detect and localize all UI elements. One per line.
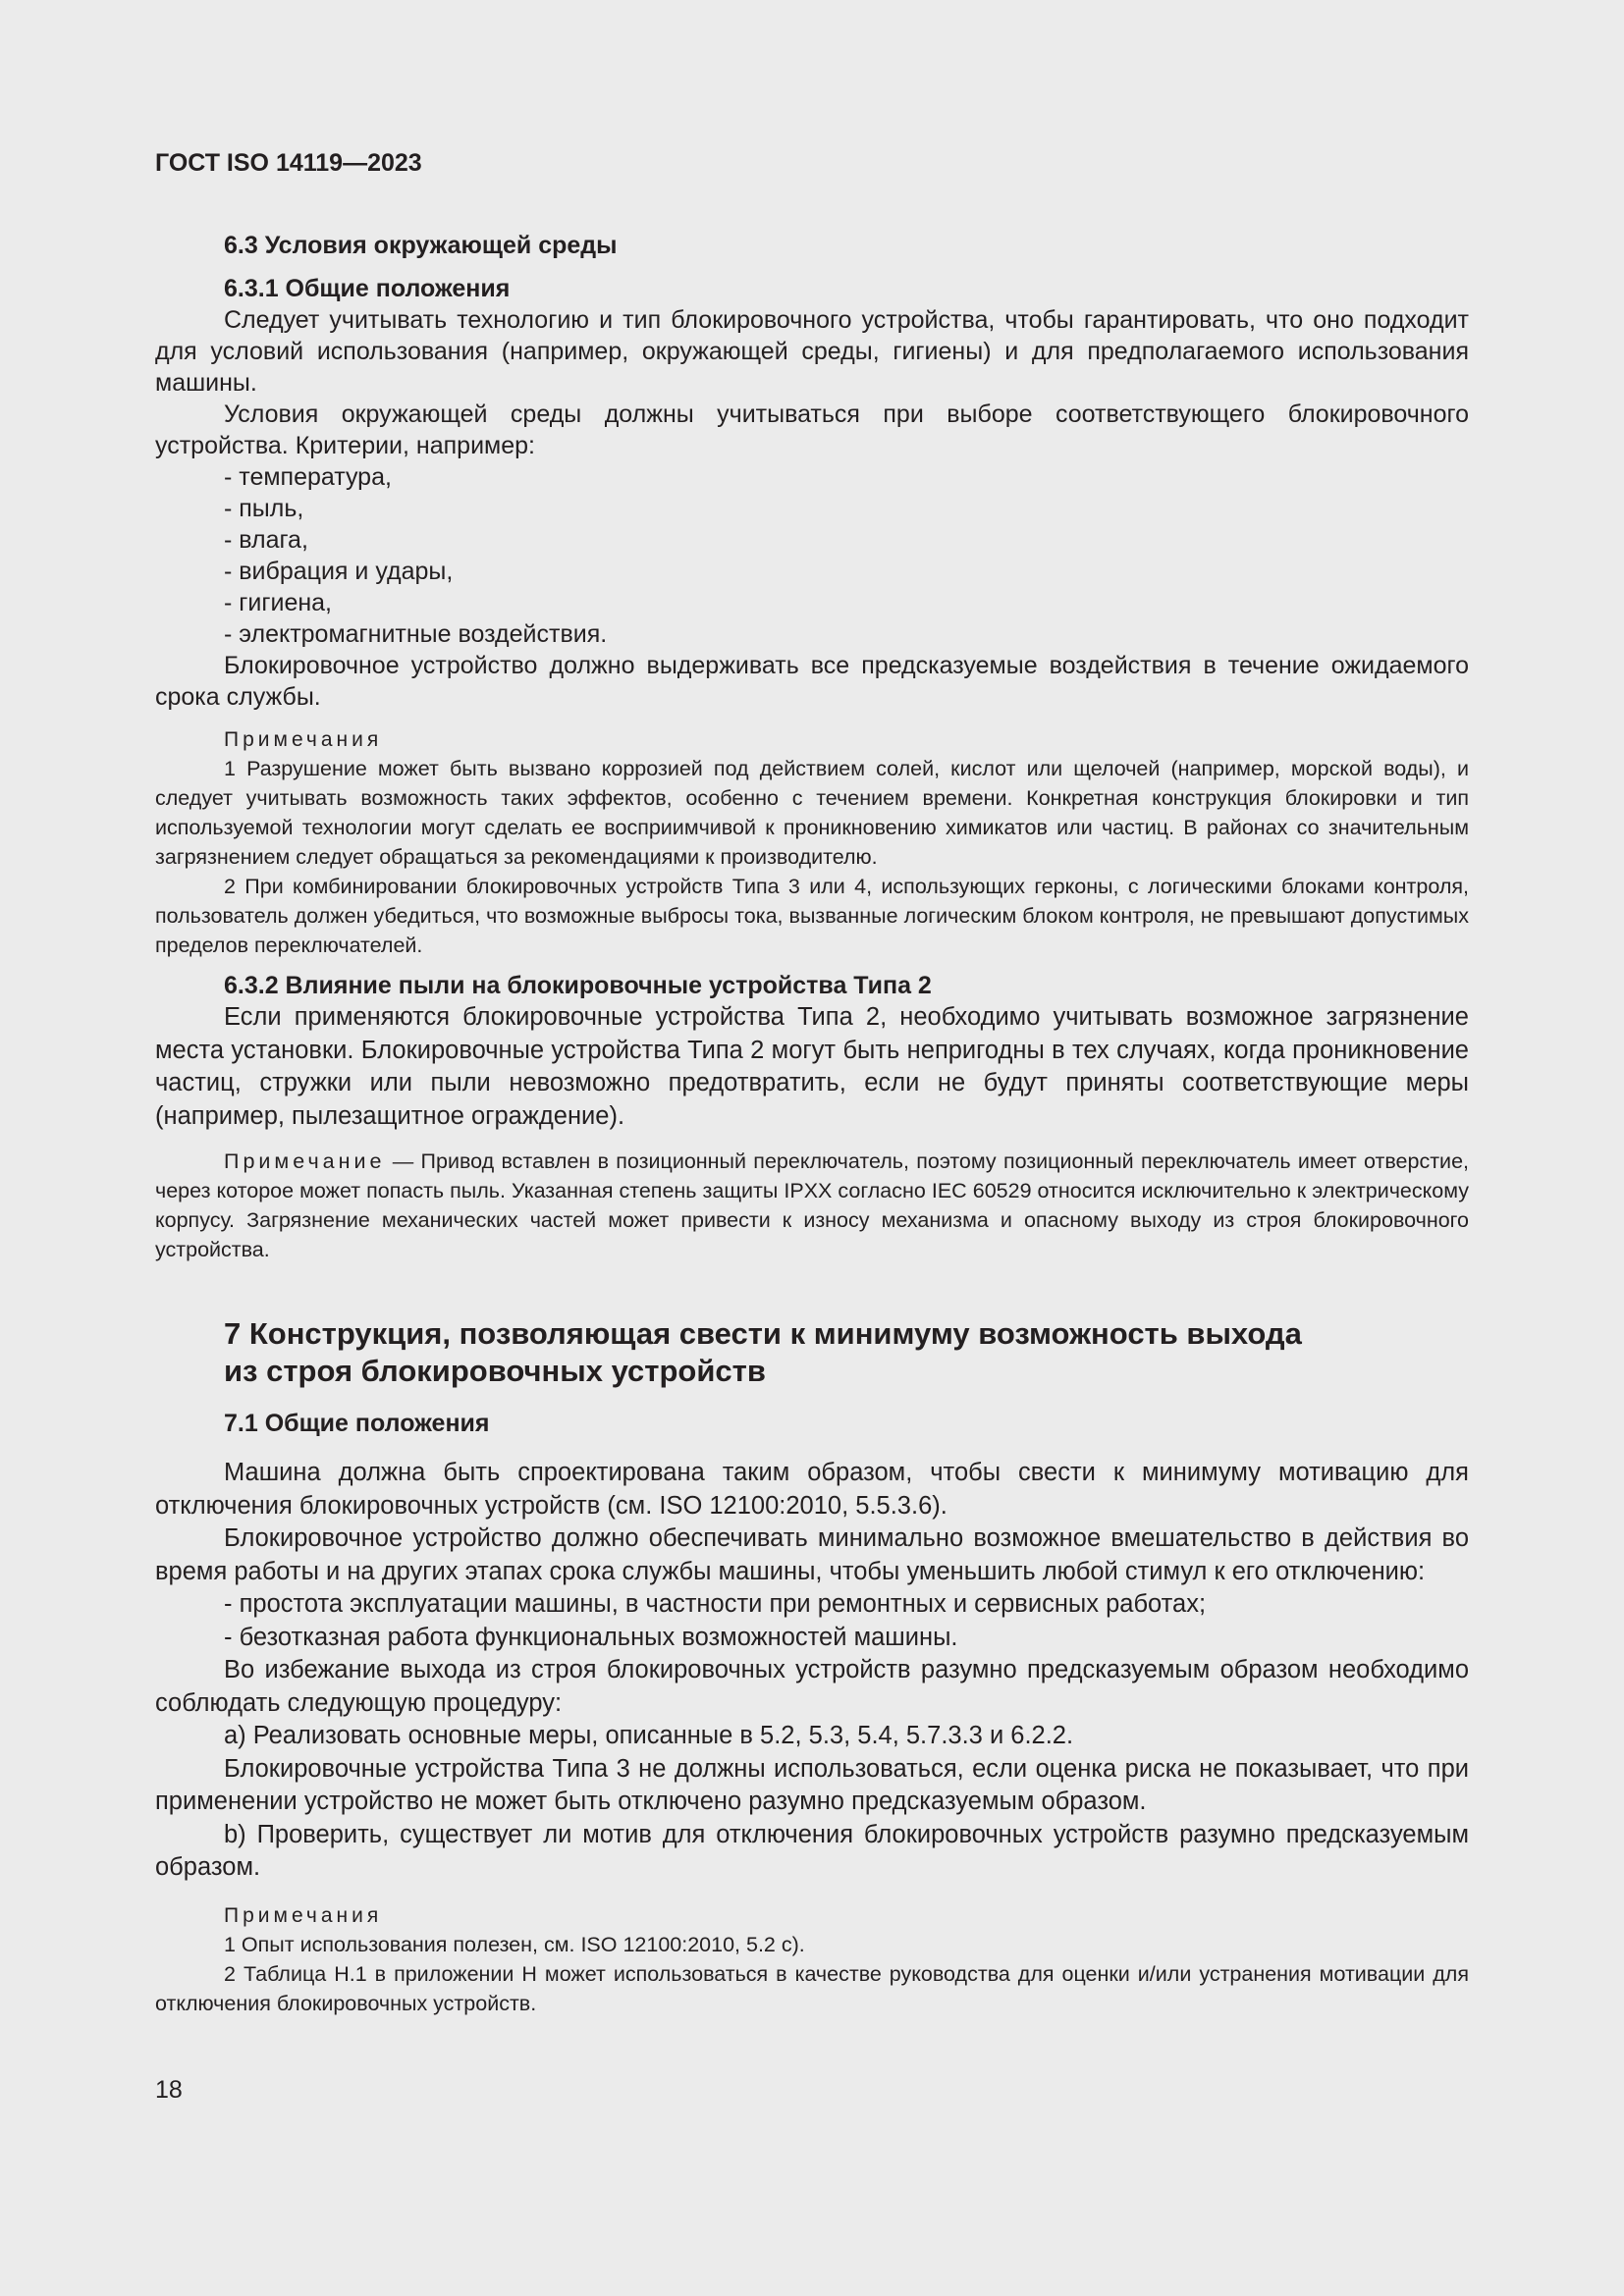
list-item: - влага, [224, 526, 308, 554]
procedure-step-b: b) Проверить, существует ли мотив для отключения блокировочных устройств разумно предсказуемым образом. [155, 1820, 1469, 1881]
note-label: Примечание [224, 1149, 386, 1173]
section-6-3-1-title: 6.3.1 Общие положения [224, 275, 511, 302]
section-7-1-title: 7.1 Общие положения [224, 1410, 490, 1437]
note-1: 1 Разрушение может быть вызвано коррозией под действием солей, кислот или щелочей (например, морской воды), и следует учитывать возможность таких эффектов, особенно с течением времени. Конкретная конструкция блокировки и тип используемой технологии могут сделать ее восприимчивой к проникновению химикатов или частиц. В районах со значительным загрязнением следует обращаться за рекомендациями к производителю. [155, 757, 1469, 869]
section-6-3-2-title: 6.3.2 Влияние пыли на блокировочные устройства Типа 2 [224, 972, 932, 999]
document-page [155, 147, 1469, 2018]
criteria-list [155, 461, 1469, 650]
list-item: - гигиена, [224, 589, 332, 616]
section-6-3-title: 6.3 Условия окружающей среды [224, 232, 618, 259]
section-7-title-line1: 7 Конструкция, позволяющая свести к минимуму возможность выхода [224, 1316, 1302, 1351]
paragraph: Блокировочное устройство должно обеспечивать минимально возможное вмешательство в действия во время работы и на других этапах срока службы машины, чтобы уменьшить любой стимул к его отключению: [155, 1524, 1469, 1585]
paragraph: Во избежание выхода из строя блокировочных устройств разумно предсказуемым образом необходимо соблюдать следующую процедуру: [155, 1656, 1469, 1717]
notes-heading: Примечания [224, 1903, 383, 1927]
note-text: — Привод вставлен в позиционный переключатель, поэтому позиционный переключатель имеет отверстие, через которое может попасть пыль. Указанная степень защиты IPXX согласно IEC 60529 относится исключительно к электрическому корпусу. Загрязнение механических частей может привести к износу механизма и опасному выходу из строя блокировочного устройства. [155, 1149, 1469, 1261]
page-number: 18 [155, 2076, 183, 2104]
paragraph: Блокировочное устройство должно выдерживать все предсказуемые воздействия в течение ожидаемого срока службы. [155, 652, 1469, 711]
paragraph: Машина должна быть спроектирована таким образом, чтобы свести к минимуму мотивацию для отключения блокировочных устройств (см. ISO 12100:2010, 5.5.3.6). [155, 1459, 1469, 1520]
section-7-title-line2: из строя блокировочных устройств [224, 1354, 766, 1388]
paragraph: Следует учитывать технологию и тип блокировочного устройства, чтобы гарантировать, что оно подходит для условий использования (например, окружающей среды, гигиены) и для предполагаемого использования машины. [155, 306, 1469, 397]
list-item: - безотказная работа функциональных возможностей машины. [224, 1623, 958, 1651]
list-item: - простота эксплуатации машины, в частности при ремонтных и сервисных работах; [224, 1590, 1207, 1618]
notes-heading: Примечания [224, 728, 383, 751]
paragraph: Блокировочные устройства Типа 3 не должны использоваться, если оценка риска не показывает, что при применении устройство не может быть отключено разумно предсказуемым образом. [155, 1754, 1469, 1815]
note-2: 2 При комбинировании блокировочных устройств Типа 3 или 4, использующих герконы, с логическими блоками контроля, пользователь должен убедиться, что возможные выбросы тока, вызванные логическим блоком контроля, не превышают допустимых пределов переключателей. [155, 875, 1469, 957]
paragraph: Если применяются блокировочные устройства Типа 2, необходимо учитывать возможное загрязнение места установки. Блокировочные устройства Типа 2 могут быть непригодны в тех случаях, когда проникновение частиц, стружки или пыли невозможно предотвратить, если не будут приняты соответствующие меры (например, пылезащитное ограждение). [155, 1003, 1469, 1130]
procedure-step-a: a) Реализовать основные меры, описанные в 5.2, 5.3, 5.4, 5.7.3.3 и 6.2.2. [224, 1722, 1074, 1749]
section-7-title [155, 1315, 1469, 1390]
note-2: 2 Таблица H.1 в приложении H может использоваться в качестве руководства для оценки и/или устранения мотивации для отключения блокировочных устройств. [155, 1961, 1469, 2015]
note-single [155, 1147, 1469, 1264]
note-1: 1 Опыт использования полезен, см. ISO 12100:2010, 5.2 c). [224, 1932, 805, 1956]
document-header: ГОСТ ISO 14119—2023 [155, 149, 422, 177]
list-item: - температура, [224, 463, 392, 491]
paragraph: Условия окружающей среды должны учитываться при выборе соответствующего блокировочного устройства. Критерии, например: [155, 400, 1469, 459]
list-item: - пыль, [224, 495, 304, 522]
list-item: - электромагнитные воздействия. [224, 620, 608, 648]
list-item: - вибрация и удары, [224, 558, 454, 585]
